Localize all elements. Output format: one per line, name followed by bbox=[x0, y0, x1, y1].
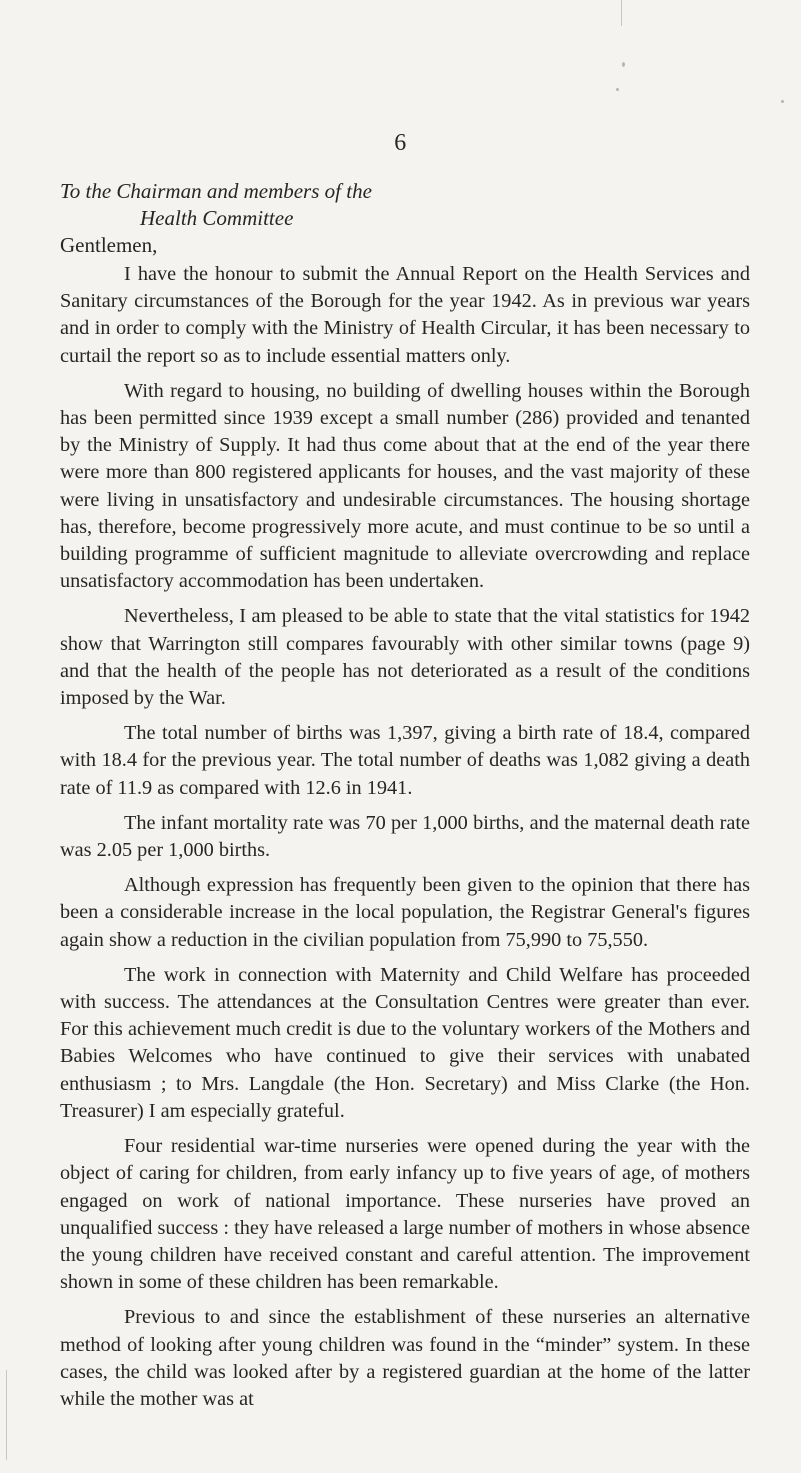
scan-mark bbox=[6, 1370, 7, 1460]
paragraph-introduction: I have the honour to submit the Annual Report on the Health Services and Sanitary circumstances of the Borough for the year 1942. As in previous war years and in order to comply with the Ministry of Health Circular, it has been necessary to curtail the report so as to include essential matters only. bbox=[60, 263, 750, 367]
scan-speck bbox=[781, 100, 784, 103]
scan-speck bbox=[616, 88, 619, 91]
scan-mark bbox=[621, 0, 622, 26]
paragraph-maternity-welfare: The work in connection with Maternity and Child Welfare has proceeded with success. The attendances at the Consultation Centres were greater than ever. For this achievement much credit is due to the voluntary workers of the Mothers and Babies Welcomes who have continued to give their services with unabated enthusiasm ; to Mrs. Langdale (the Hon. Secretary) and Miss Clarke (the Hon. Treasurer) I am especially grateful. bbox=[60, 963, 750, 1122]
paragraph-births-deaths: The total number of births was 1,397, giving a birth rate of 18.4, compared with 18.4 for the previous year. The total number of deaths was 1,082 giving a death rate of 11.9 as compared with 12.6 in 1941. bbox=[60, 722, 750, 799]
addressee-line-1: To the Chairman and members of the bbox=[60, 179, 372, 203]
paragraph-vital-statistics: Nevertheless, I am pleased to be able to state that the vital statistics for 1942 show that Warrington still compares favourably with other similar towns (page 9) and that the health of the people has not deteriorated as a result of the conditions imposed by the War. bbox=[60, 605, 750, 710]
page-number: 6 bbox=[394, 130, 407, 156]
paragraph-nurseries: Four residential war-time nurseries were opened during the year with the object of caring for children, from early infancy up to five years of age, of mothers engaged on work of national importance. These nurseries have proved an unqualified success : they have released a large number of mothers in whose absence the young children have received constant and careful attention. The improvement shown in some of these children has been remarkable. bbox=[60, 1135, 750, 1294]
paragraph-population: Although expression has frequently been given to the opinion that there has been a considerable increase in the local population, the Registrar General's figures again show a reduction in the civilian population from 75,990 to 75,550. bbox=[60, 874, 750, 951]
paragraph-minder-system: Previous to and since the establishment of these nurseries an alternative method of looking after young children was found in the “minder” system. In these cases, the child was looked after by a registered guardian at the home of the latter while the mother was at bbox=[60, 1306, 750, 1410]
scan-speck bbox=[622, 62, 625, 67]
letter-body bbox=[60, 178, 750, 1421]
greeting: Gentlemen, bbox=[60, 233, 158, 257]
paragraph-infant-mortality: The infant mortality rate was 70 per 1,000 births, and the maternal death rate was 2.05 per 1,000 births. bbox=[60, 811, 750, 862]
paragraph-housing: With regard to housing, no building of dwelling houses within the Borough has been permitted since 1939 except a small number (286) provided and tenanted by the Ministry of Supply. It had thus come about that at the end of the year there were more than 800 registered applicants for houses, and the vast majority of these were living in unsatisfactory and undesirable circumstances. The housing shortage has, therefore, become progressively more acute, and must continue to be so until a building programme of sufficient magnitude to alleviate overcrowding and replace unsatisfactory accommodation has been undertaken. bbox=[60, 379, 750, 593]
addressee-line-2: Health Committee bbox=[140, 206, 294, 230]
